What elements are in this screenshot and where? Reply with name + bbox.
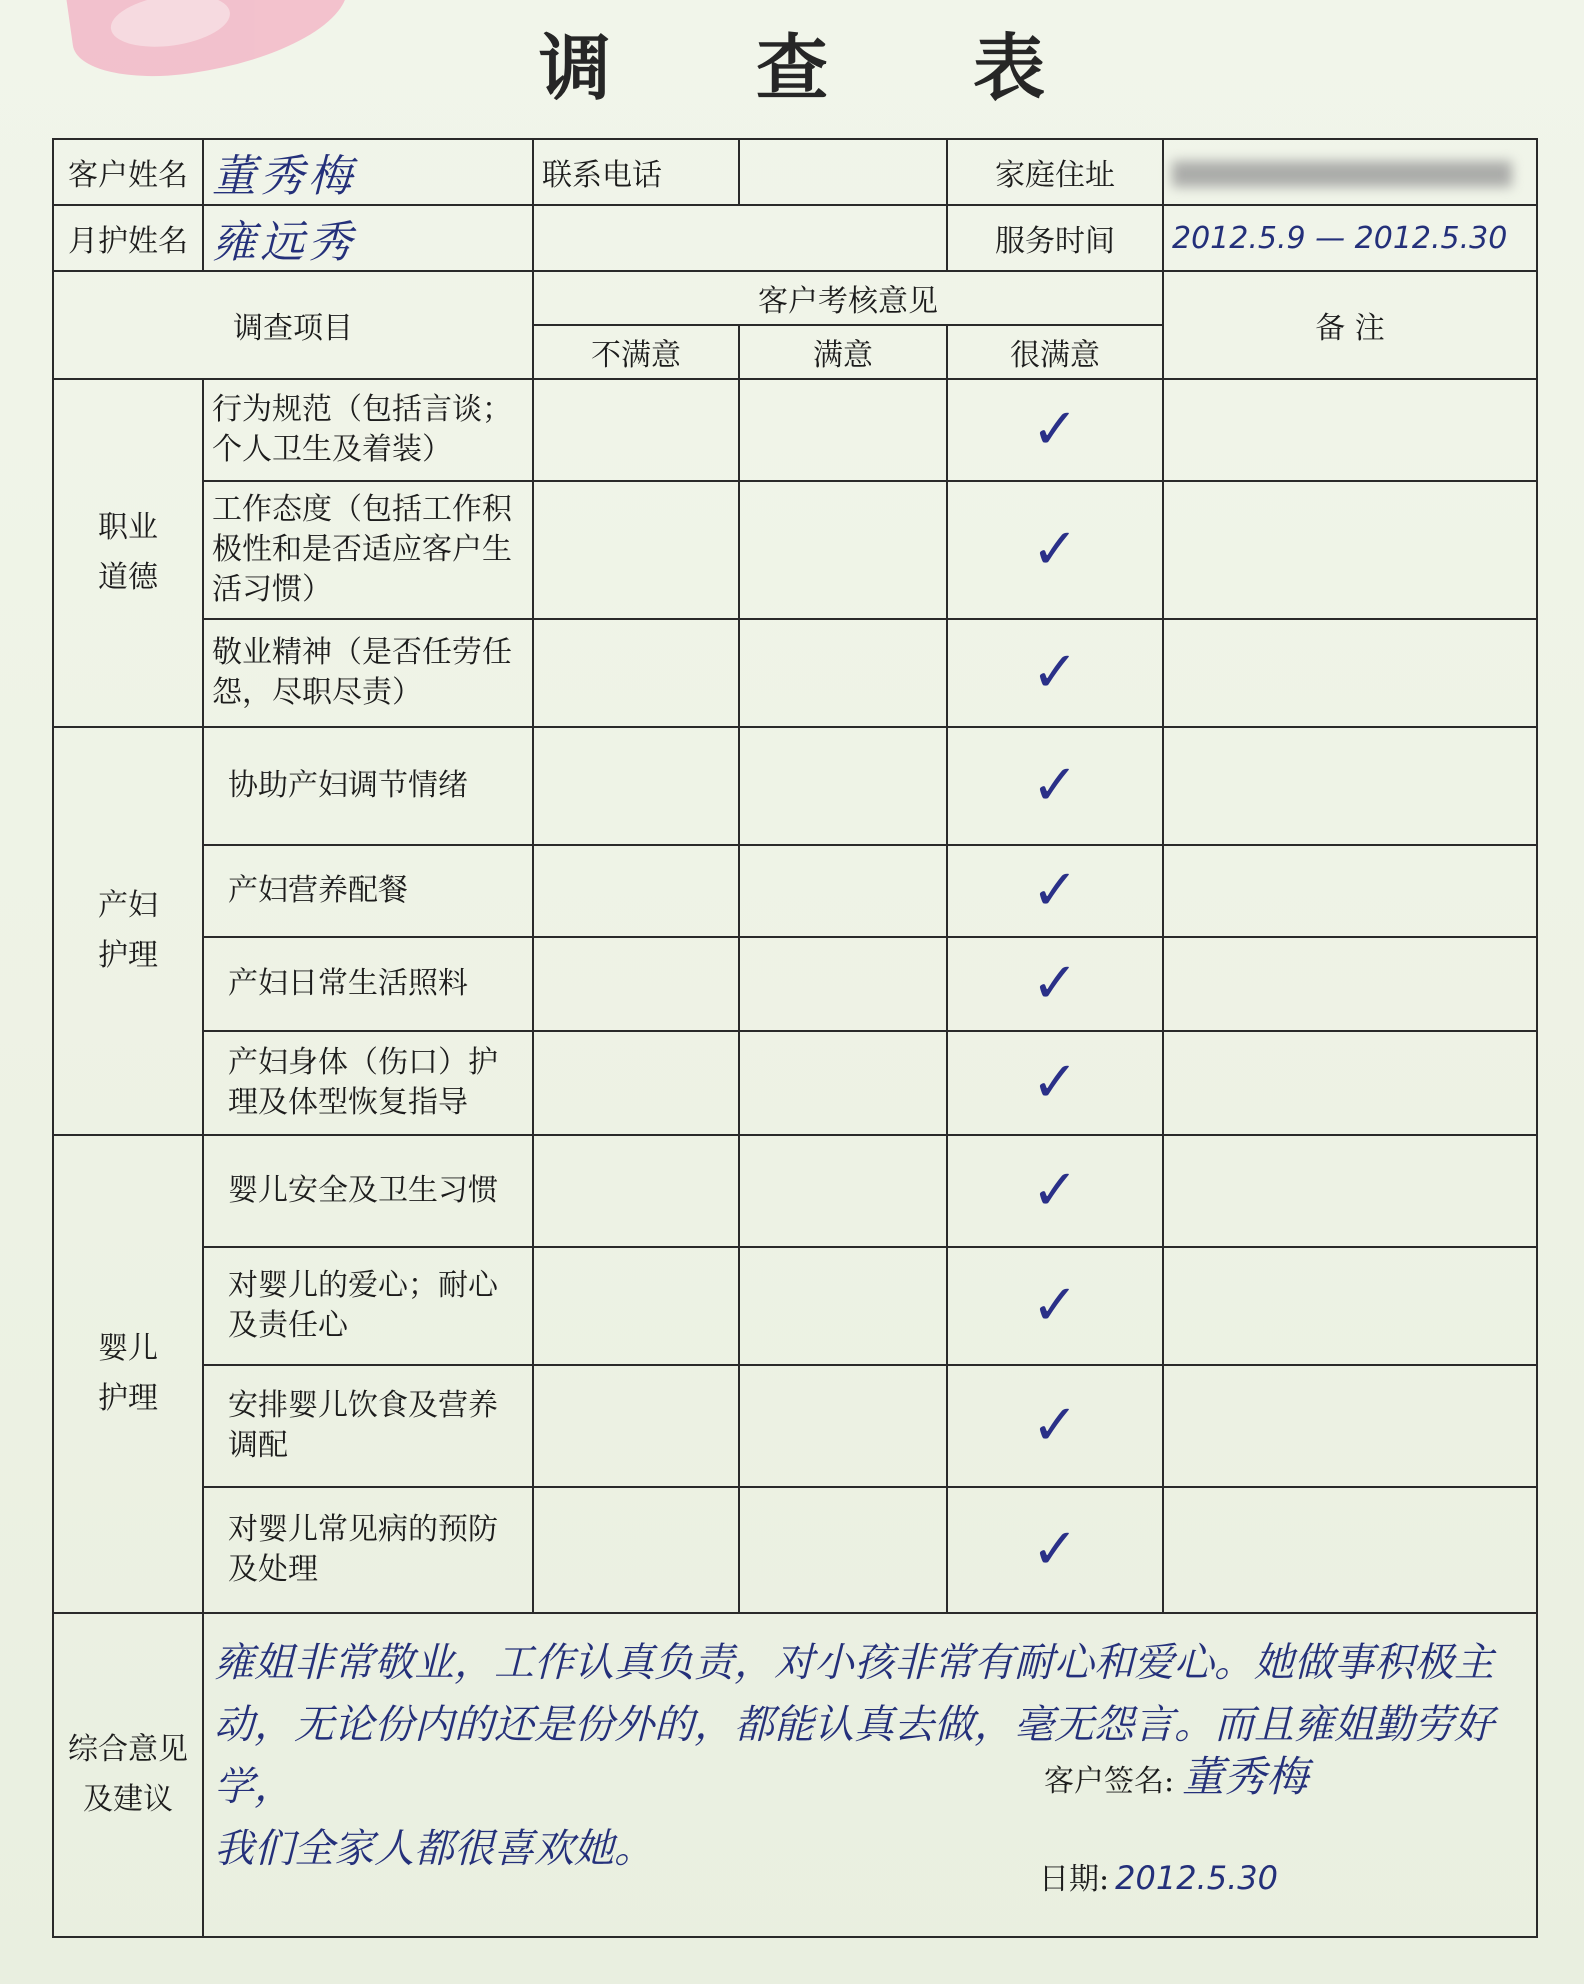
item-text-line: 调配 <box>228 1428 288 1463</box>
check-mark-icon: ✓ <box>1031 753 1079 818</box>
satisfied-cell <box>739 845 947 937</box>
check-mark-icon: ✓ <box>1031 1050 1079 1115</box>
satisfied-cell <box>739 1247 947 1365</box>
satisfied-header: 满意 <box>739 325 947 379</box>
category-name-line: 婴儿 <box>98 1331 158 1366</box>
very-satisfied-cell <box>947 1135 1163 1247</box>
contact-phone-value <box>739 139 947 205</box>
remarks-cell <box>1163 619 1537 727</box>
item-text-line: 极性和是否适应客户生 <box>212 532 512 567</box>
satisfied-cell <box>739 1487 947 1613</box>
summary-label-line: 综合意见 <box>68 1732 188 1767</box>
very-satisfied-cell <box>947 379 1163 481</box>
survey-item <box>203 1031 533 1135</box>
remarks-cell <box>1163 1487 1537 1613</box>
table-row <box>53 481 1537 619</box>
summary-label-line: 及建议 <box>83 1782 173 1817</box>
survey-item <box>203 1487 533 1613</box>
item-text-line: 个人卫生及着装） <box>212 432 452 467</box>
nurse-name-label: 月护姓名 <box>53 205 203 271</box>
very-satisfied-cell <box>947 1247 1163 1365</box>
signature-value: 董秀梅 <box>1182 1752 1309 1801</box>
date-block <box>1039 1854 1278 1898</box>
item-text-line: 对婴儿的爱心；耐心 <box>228 1268 498 1303</box>
survey-item <box>203 937 533 1031</box>
customer-name-label: 客户姓名 <box>53 139 203 205</box>
remarks-header: 备 注 <box>1163 271 1537 379</box>
category-label <box>53 379 203 727</box>
header-row-customer <box>53 139 1537 205</box>
comment-line: 雍姐非常敬业，工作认真负责，对小孩非常有耐心和爱心。她做事积极主 <box>214 1640 1494 1686</box>
signature-block <box>1044 1744 1308 1804</box>
unsatisfied-cell <box>533 1135 739 1247</box>
table-row <box>53 1247 1537 1365</box>
opinion-group-header: 客户考核意见 <box>533 271 1163 325</box>
satisfied-cell <box>739 727 947 845</box>
summary-label <box>53 1613 203 1937</box>
category-label <box>53 727 203 1135</box>
table-row <box>53 1487 1537 1613</box>
nurse-name-handwriting: 雍远秀 <box>212 217 356 268</box>
survey-item <box>203 1365 533 1487</box>
service-time-value <box>1163 205 1537 271</box>
contact-phone-label: 联系电话 <box>533 139 739 205</box>
remarks-cell <box>1163 379 1537 481</box>
service-time-handwriting: 2012.5.9 — 2012.5.30 <box>1172 220 1508 256</box>
item-text-line: 婴儿安全及卫生习惯 <box>228 1173 498 1208</box>
check-mark-icon: ✓ <box>1031 397 1079 462</box>
table-row <box>53 379 1537 481</box>
item-text-line: 及责任心 <box>228 1308 348 1343</box>
very-satisfied-cell <box>947 1031 1163 1135</box>
survey-item-header: 调查项目 <box>53 271 533 379</box>
unsatisfied-cell <box>533 1247 739 1365</box>
address-label: 家庭住址 <box>947 139 1163 205</box>
summary-comment-cell <box>203 1613 1537 1937</box>
remarks-cell <box>1163 481 1537 619</box>
unsatisfied-header: 不满意 <box>533 325 739 379</box>
satisfied-cell <box>739 1365 947 1487</box>
check-mark-icon: ✓ <box>1031 1393 1079 1458</box>
comment-line: 我们全家人都很喜欢她。 <box>214 1826 654 1872</box>
survey-item <box>203 481 533 619</box>
category-name-line: 产妇 <box>98 888 158 923</box>
phone-value-area <box>533 205 947 271</box>
comment-line: 动，无论份内的还是份外的，都能认真去做，毫无怨言。而且雍姐勤劳好学， <box>214 1702 1494 1810</box>
unsatisfied-cell <box>533 1031 739 1135</box>
table-row <box>53 1365 1537 1487</box>
address-value <box>1163 139 1537 205</box>
table-row <box>53 1135 1537 1247</box>
check-mark-icon: ✓ <box>1031 1273 1079 1338</box>
remarks-cell <box>1163 1135 1537 1247</box>
very-satisfied-cell <box>947 481 1163 619</box>
check-mark-icon: ✓ <box>1031 1517 1079 1582</box>
item-text-line: 工作态度（包括工作积 <box>212 492 512 527</box>
check-mark-icon: ✓ <box>1031 1158 1079 1223</box>
nurse-name-value <box>203 205 533 271</box>
page-title: 调 查 表 <box>538 25 1106 110</box>
survey-item <box>203 845 533 937</box>
unsatisfied-cell <box>533 1365 739 1487</box>
satisfied-cell <box>739 481 947 619</box>
item-text-line: 敬业精神（是否任劳任 <box>212 635 512 670</box>
remarks-cell <box>1163 1365 1537 1487</box>
item-text-line: 行为规范（包括言谈； <box>212 392 512 427</box>
remarks-cell <box>1163 1031 1537 1135</box>
item-text-line: 协助产妇调节情绪 <box>228 768 468 803</box>
very-satisfied-header: 很满意 <box>947 325 1163 379</box>
satisfied-cell <box>739 619 947 727</box>
satisfied-cell <box>739 937 947 1031</box>
unsatisfied-cell <box>533 481 739 619</box>
unsatisfied-cell <box>533 1487 739 1613</box>
item-text-line: 理及体型恢复指导 <box>228 1085 468 1120</box>
check-mark-icon: ✓ <box>1031 640 1079 705</box>
item-text-line: 安排婴儿饮食及营养 <box>228 1388 498 1423</box>
survey-item <box>203 727 533 845</box>
check-mark-icon: ✓ <box>1031 858 1079 923</box>
satisfied-cell <box>739 1135 947 1247</box>
very-satisfied-cell <box>947 1365 1163 1487</box>
satisfied-cell <box>739 379 947 481</box>
remarks-cell <box>1163 727 1537 845</box>
item-text-line: 产妇营养配餐 <box>228 873 408 908</box>
summary-comment <box>214 1632 1526 1880</box>
address-redacted <box>1172 161 1512 187</box>
column-header-row-1 <box>53 271 1537 325</box>
item-text-line: 产妇身体（伤口）护 <box>228 1045 498 1080</box>
category-name-line: 职业 <box>98 510 158 545</box>
very-satisfied-cell <box>947 619 1163 727</box>
unsatisfied-cell <box>533 937 739 1031</box>
category-label <box>53 1135 203 1613</box>
survey-item <box>203 379 533 481</box>
item-text-line: 活习惯） <box>212 572 332 607</box>
unsatisfied-cell <box>533 379 739 481</box>
satisfied-cell <box>739 1031 947 1135</box>
table-row <box>53 937 1537 1031</box>
survey-item <box>203 619 533 727</box>
customer-name-value <box>203 139 533 205</box>
remarks-cell <box>1163 1247 1537 1365</box>
table-row <box>53 619 1537 727</box>
service-time-label: 服务时间 <box>947 205 1163 271</box>
table-row <box>53 845 1537 937</box>
date-label: 日期: <box>1039 1862 1110 1897</box>
very-satisfied-cell <box>947 1487 1163 1613</box>
survey-form-table <box>52 138 1538 1938</box>
customer-name-handwriting: 董秀梅 <box>212 151 356 202</box>
item-text-line: 对婴儿常见病的预防 <box>228 1512 498 1547</box>
unsatisfied-cell <box>533 845 739 937</box>
category-name-line: 护理 <box>98 938 158 973</box>
category-name-line: 护理 <box>98 1381 158 1416</box>
item-text-line: 怨，尽职尽责） <box>212 675 422 710</box>
very-satisfied-cell <box>947 937 1163 1031</box>
table-row <box>53 1031 1537 1135</box>
unsatisfied-cell <box>533 727 739 845</box>
table-row <box>53 727 1537 845</box>
check-mark-icon: ✓ <box>1031 951 1079 1016</box>
remarks-cell <box>1163 937 1537 1031</box>
item-text-line: 及处理 <box>228 1552 318 1587</box>
header-row-nurse <box>53 205 1537 271</box>
signature-label: 客户签名: <box>1044 1764 1175 1799</box>
very-satisfied-cell <box>947 845 1163 937</box>
category-name-line: 道德 <box>98 560 158 595</box>
item-text-line: 产妇日常生活照料 <box>228 966 468 1001</box>
check-mark-icon: ✓ <box>1031 517 1079 582</box>
summary-row <box>53 1613 1537 1937</box>
survey-item <box>203 1247 533 1365</box>
remarks-cell <box>1163 845 1537 937</box>
very-satisfied-cell <box>947 727 1163 845</box>
survey-item <box>203 1135 533 1247</box>
date-value: 2012.5.30 <box>1115 1859 1278 1897</box>
unsatisfied-cell <box>533 619 739 727</box>
